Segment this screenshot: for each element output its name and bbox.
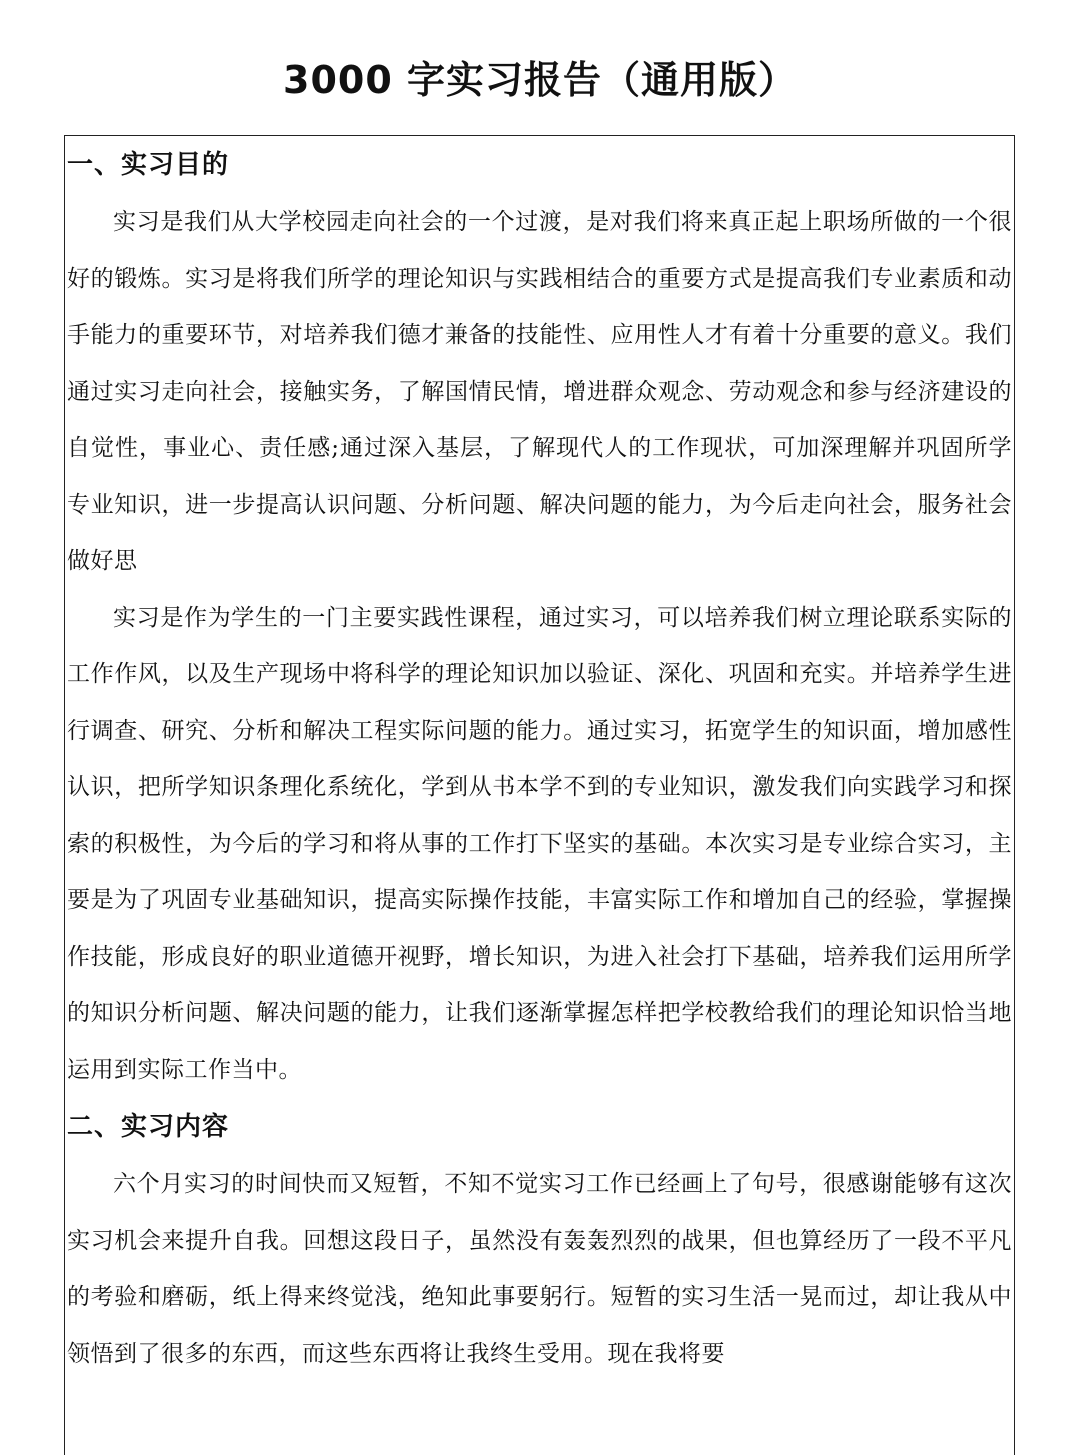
section-heading-content: 二、实习内容 (67, 1112, 230, 1142)
paragraph: 实习是我们从大学校园走向社会的一个过渡，是对我们将来真正起上职场所做的一个很好的锻炼。实习是将我们所学的理论知识与实践相结合的重要方式是提高我们专业素质和动手能力的重要环节，对培养我们德才兼备的技能性、应用性人才有着十分重要的意义。我们通过实习走向社会，接触实务，了解国情民情，增进群众观念、劳动观念和参与经济建设的自觉性，事业心、责任感;通过深入基层，了解现代人的工作现状，可加深理解并巩固所学专业知识，进一步提高认识问题、分析问题、解决问题的能力，为今后走向社会，服务社会做好思 (67, 209, 1012, 574)
paragraph: 实习是作为学生的一门主要实践性课程，通过实习，可以培养我们树立理论联系实际的工作作风，以及生产现场中将科学的理论知识加以验证、深化、巩固和充实。并培养学生进行调查、研究、分析和解决工程实际问题的能力。通过实习，拓宽学生的知识面，增加感性认识，把所学知识条理化系统化，学到从书本学不到的专业知识，激发我们向实践学习和探索的积极性，为今后的学习和将从事的工作打下坚实的基础。本次实习是专业综合实习，主要是为了巩固专业基础知识，提高实际操作技能，丰富实际工作和增加自己的经验，掌握操作技能，形成良好的职业道德开视野，增长知识，为进入社会打下基础，培养我们运用所学的知识分析问题、解决问题的能力，让我们逐渐掌握怎样把学校教给我们的理论知识恰当地运用到实际工作当中。 (67, 604, 1012, 1083)
section-heading-purpose: 一、实习目的 (67, 150, 230, 180)
document-body (64, 135, 1015, 1455)
document-title: 3000 字实习报告（通用版） (283, 58, 797, 102)
paragraph: 六个月实习的时间快而又短暂，不知不觉实习工作已经画上了句号，很感谢能够有这次实习机会来提升自我。回想这段日子，虽然没有轰轰烈烈的战果，但也算经历了一段不平凡的考验和磨砺，纸上得来终觉浅，绝知此事要躬行。短暂的实习生活一晃而过，却让我从中领悟到了很多的东西，而这些东西将让我终生受用。现在我将要 (67, 1171, 1012, 1367)
